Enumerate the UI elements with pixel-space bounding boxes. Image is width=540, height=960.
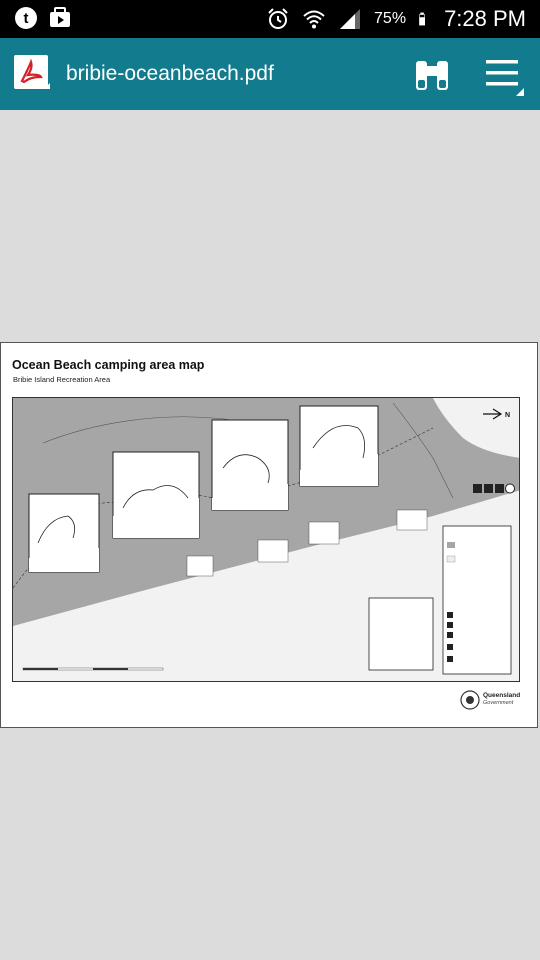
map-graphic <box>13 398 520 682</box>
app-bar <box>0 38 540 110</box>
status-bar <box>0 0 540 38</box>
map-title: Ocean Beach camping area map <box>12 358 205 372</box>
battery-percent: 75% <box>374 10 407 27</box>
signal-icon <box>338 7 362 31</box>
find-binoculars-icon[interactable] <box>414 58 450 92</box>
svg-text:t: t <box>23 10 29 27</box>
clock: 7:28 PM <box>444 6 526 31</box>
inset-3 <box>212 420 288 510</box>
media-notification-icon <box>48 6 72 30</box>
logo-text: Queensland <box>483 692 521 699</box>
inset-2 <box>113 452 199 538</box>
alarm-icon <box>266 7 290 31</box>
campsite-map <box>12 397 520 682</box>
battery-icon <box>418 7 432 31</box>
pdf-viewer[interactable] <box>0 110 540 960</box>
status-left-icons <box>14 6 72 30</box>
acrobat-app-icon[interactable] <box>14 55 50 93</box>
document-title: bribie-oceanbeach.pdf <box>66 62 274 85</box>
inset-1 <box>29 494 99 572</box>
tumblr-notification-icon <box>14 6 38 30</box>
svg-text:N: N <box>505 412 511 419</box>
inset-4 <box>300 406 378 486</box>
queensland-government-logo-icon <box>459 689 481 711</box>
map-subtitle: Bribie Island Recreation Area <box>13 375 111 384</box>
wifi-icon <box>302 7 326 31</box>
legend-box <box>443 526 511 674</box>
info-box <box>369 598 433 670</box>
pdf-page[interactable] <box>0 342 538 728</box>
logo-subtext: Government <box>483 700 514 706</box>
scale-bar <box>23 668 163 670</box>
status-right-icons <box>266 0 526 38</box>
menu-icon[interactable] <box>484 56 524 96</box>
